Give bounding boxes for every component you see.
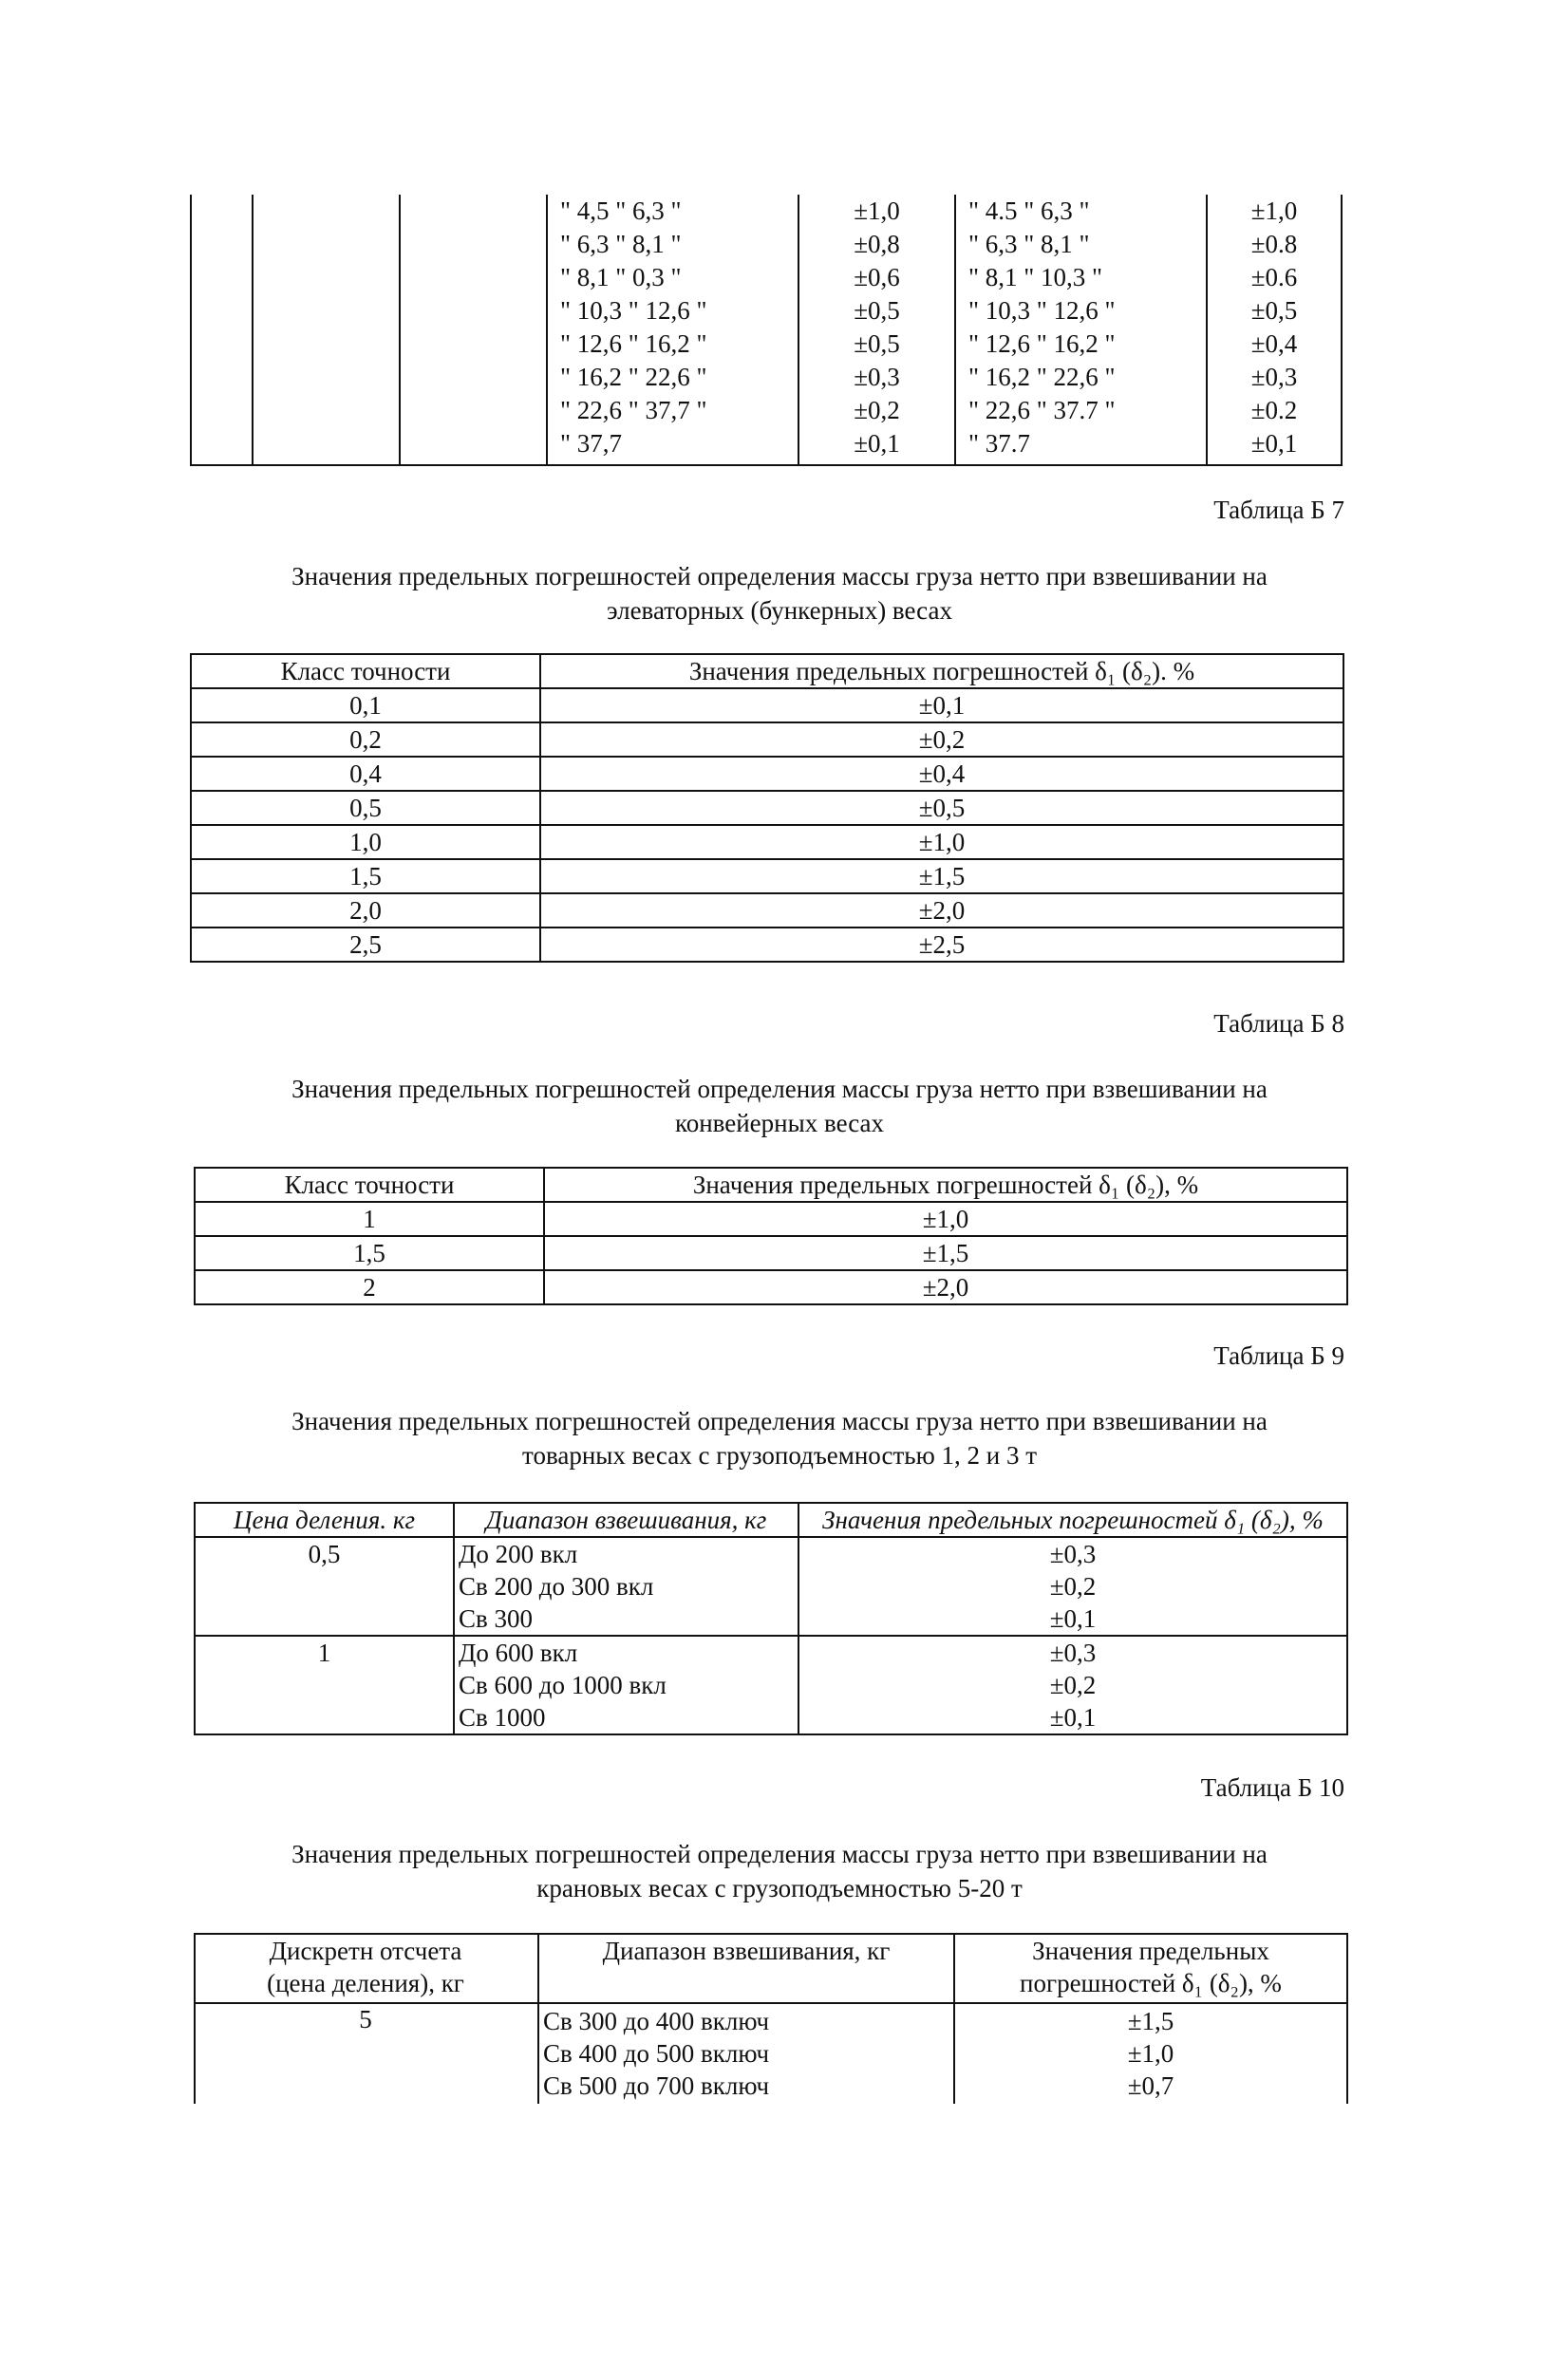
range-cell: " 37,7 bbox=[560, 429, 623, 458]
table-cell-errors bbox=[798, 1537, 1347, 1636]
table-row bbox=[195, 1236, 1347, 1270]
table-title-b9-line1: Значения предельных погрешностей определения массы груза нетто при взвешивании на bbox=[291, 1407, 1268, 1435]
table-b8 bbox=[194, 1167, 1348, 1305]
range-text: До 200 вкл bbox=[459, 1540, 578, 1568]
table-row bbox=[191, 688, 1343, 722]
error-cell: ±1,0 bbox=[1250, 197, 1298, 225]
table-header-row bbox=[195, 1503, 1347, 1537]
table-cell-errors bbox=[798, 1636, 1347, 1734]
column-header: Класс точности bbox=[195, 1168, 544, 1202]
table-cell: ±0,4 bbox=[540, 757, 1343, 791]
column-header: Цена деления. кг bbox=[195, 1503, 454, 1537]
column-header: Класс точности bbox=[191, 654, 540, 688]
column-header: Значения предельных погрешностей δ₁ (δ₂), % bbox=[798, 1503, 1347, 1537]
table-cell: ±1,5 bbox=[540, 859, 1343, 893]
col-line bbox=[399, 195, 401, 464]
table-cell: 0,4 bbox=[191, 757, 540, 791]
col-line bbox=[546, 195, 548, 464]
table-row bbox=[191, 825, 1343, 859]
table-title-b8-line1: Значения предельных погрешностей определения массы груза нетто при взвешивании на bbox=[291, 1075, 1268, 1103]
table-cell: 2 bbox=[195, 1270, 544, 1304]
range-cell: " 4,5 " 6,3 " bbox=[560, 197, 682, 225]
error-text: ±0,2 bbox=[1049, 1572, 1097, 1601]
table-cell-ranges bbox=[454, 1636, 798, 1734]
error-cell: ±0,2 bbox=[854, 396, 900, 424]
table-b7 bbox=[190, 653, 1344, 963]
table-title-b10-line1: Значения предельных погрешностей определения массы груза нетто при взвешивании на bbox=[291, 1840, 1268, 1868]
range-text: Св 600 до 1000 вкл bbox=[459, 1671, 667, 1699]
error-cell: ±0.2 bbox=[1250, 396, 1298, 424]
table-cell: 1,0 bbox=[191, 825, 540, 859]
error-cell: ±0,5 bbox=[854, 296, 900, 325]
table-cell: 0,5 bbox=[191, 791, 540, 825]
error-cell: ±0,1 bbox=[854, 429, 900, 458]
header-line: (цена деления), кг bbox=[267, 1969, 464, 1997]
range-cell: " 12,6 " 16,2 " bbox=[560, 329, 707, 358]
error-text: ±0,1 bbox=[1049, 1703, 1097, 1732]
table-cell: 0,1 bbox=[191, 688, 540, 722]
range-text: Св 1000 bbox=[459, 1703, 546, 1732]
range-text: Св 200 до 300 вкл bbox=[459, 1572, 654, 1601]
error-cell: ±0,3 bbox=[1250, 363, 1298, 391]
continued-table bbox=[190, 195, 1343, 466]
header-line: Дискретн отсчета bbox=[269, 1937, 462, 1965]
column-header: Значения предельных погрешностей δ₁ (δ₂), % bbox=[544, 1168, 1347, 1202]
table-cell: ±1,5 bbox=[544, 1236, 1347, 1270]
table-title-b7-line2: элеваторных (бункерных) весах bbox=[607, 596, 952, 625]
error-cell: ±0,8 bbox=[854, 230, 900, 258]
error-text: ±0,2 bbox=[1049, 1671, 1097, 1699]
range-cell: " 22,6 " 37,7 " bbox=[560, 396, 707, 424]
col-line bbox=[1346, 2003, 1348, 2104]
error-cell: ±1,0 bbox=[854, 197, 900, 225]
table-cell: ±1,0 bbox=[540, 825, 1343, 859]
range-text: Св 300 bbox=[459, 1604, 534, 1633]
table-row bbox=[195, 1270, 1347, 1304]
range-cell: " 4.5 " 6,3 " bbox=[968, 197, 1090, 225]
error-column-2 bbox=[1208, 195, 1341, 460]
error-text: ±1,0 bbox=[1127, 2039, 1174, 2068]
range-cell: " 6,3 " 8,1 " bbox=[560, 230, 682, 258]
table-row bbox=[191, 928, 1343, 962]
error-cell: ±0.8 bbox=[1250, 230, 1298, 258]
column-header: Диапазон взвешивания, кг bbox=[602, 1937, 891, 1965]
table-row bbox=[195, 1202, 1347, 1236]
table-cell: ±2,5 bbox=[540, 928, 1343, 962]
table-row bbox=[195, 1636, 1347, 1734]
table-row bbox=[191, 859, 1343, 893]
range-cell: " 10,3 " 12,6 " bbox=[560, 296, 707, 325]
error-cell: ±0,5 bbox=[854, 329, 900, 358]
column-header bbox=[194, 1935, 537, 1999]
range-column-1 bbox=[560, 195, 788, 460]
table-title-b9-line2: товарных весах с грузоподъемностью 1, 2 и 3 т bbox=[522, 1441, 1037, 1470]
table-label-b9: Таблица Б 9 bbox=[1213, 1341, 1344, 1370]
table-row bbox=[191, 791, 1343, 825]
error-cell: ±0.6 bbox=[1250, 263, 1298, 291]
table-header-row bbox=[195, 1168, 1347, 1202]
header-line: погрешностей δ₁ (δ₂), % bbox=[1020, 1969, 1282, 1997]
col-line bbox=[1341, 195, 1343, 464]
range-cell: " 10,3 " 12,6 " bbox=[968, 296, 1116, 325]
table-cell-division: 5 bbox=[359, 2005, 372, 2033]
table-label-b8: Таблица Б 8 bbox=[1213, 1009, 1344, 1038]
error-column-1 bbox=[799, 195, 954, 460]
table-title-b7-line1: Значения предельных погрешностей определения массы груза нетто при взвешивании на bbox=[291, 562, 1268, 590]
table-cell: 2,0 bbox=[191, 893, 540, 928]
table-cell: ±2,0 bbox=[544, 1270, 1347, 1304]
table-cell-ranges bbox=[454, 1537, 798, 1636]
column-header bbox=[955, 1935, 1346, 1999]
table-row bbox=[191, 722, 1343, 757]
table-cell-ranges bbox=[543, 2005, 951, 2102]
table-cell-division: 1 bbox=[195, 1636, 454, 1734]
table-title-b10-line2: крановых весах с грузоподъемностью 5-20 т bbox=[536, 1874, 1023, 1902]
col-line bbox=[954, 195, 956, 464]
range-text: Св 300 до 400 включ bbox=[543, 2007, 770, 2035]
table-row bbox=[195, 1537, 1347, 1636]
range-text: До 600 вкл bbox=[459, 1639, 578, 1667]
table-cell-division: 0,5 bbox=[195, 1537, 454, 1636]
table-cell: ±0,1 bbox=[540, 688, 1343, 722]
range-cell: " 16,2 " 22,6 " bbox=[560, 363, 707, 391]
table-header-row bbox=[191, 654, 1343, 688]
error-cell: ±0,3 bbox=[854, 363, 900, 391]
table-cell: 0,2 bbox=[191, 722, 540, 757]
table-label-b10: Таблица Б 10 bbox=[1200, 1773, 1344, 1802]
table-cell: ±2,0 bbox=[540, 893, 1343, 928]
range-text: Св 500 до 700 включ bbox=[543, 2071, 770, 2100]
table-row bbox=[191, 893, 1343, 928]
range-cell: " 37.7 bbox=[968, 429, 1031, 458]
table-title-b8-line2: конвейерных весах bbox=[674, 1109, 885, 1137]
range-text: Св 400 до 500 включ bbox=[543, 2039, 770, 2068]
table-cell: ±0,5 bbox=[540, 791, 1343, 825]
error-cell: ±0,4 bbox=[1250, 329, 1298, 358]
range-cell: " 22,6 " 37.7 " bbox=[968, 396, 1116, 424]
column-header: Значения предельных погрешностей δ₁ (δ₂). % bbox=[540, 654, 1343, 688]
table-row bbox=[191, 757, 1343, 791]
range-column-2 bbox=[968, 195, 1201, 460]
error-text: ±0,7 bbox=[1127, 2071, 1174, 2100]
range-cell: " 6,3 " 8,1 " bbox=[968, 230, 1090, 258]
table-b9 bbox=[194, 1502, 1348, 1735]
table-cell: 1,5 bbox=[195, 1236, 544, 1270]
col-line bbox=[190, 195, 192, 464]
header-line: Значения предельных bbox=[1032, 1937, 1269, 1965]
error-text: ±1,5 bbox=[1127, 2007, 1174, 2035]
col-line bbox=[252, 195, 254, 464]
range-cell: " 16,2 " 22,6 " bbox=[968, 363, 1116, 391]
error-cell: ±0,5 bbox=[1250, 296, 1298, 325]
table-b10 bbox=[194, 1933, 1348, 2104]
error-cell: ±0,6 bbox=[854, 263, 900, 291]
table-cell-errors bbox=[955, 2005, 1346, 2102]
range-cell: " 12,6 " 16,2 " bbox=[968, 329, 1116, 358]
error-text: ±0,3 bbox=[1049, 1540, 1097, 1568]
error-text: ±0,1 bbox=[1049, 1604, 1097, 1633]
error-cell: ±0,1 bbox=[1250, 429, 1298, 458]
error-text: ±0,3 bbox=[1049, 1639, 1097, 1667]
table-cell: 2,5 bbox=[191, 928, 540, 962]
table-cell: ±1,0 bbox=[544, 1202, 1347, 1236]
table-cell: ±0,2 bbox=[540, 722, 1343, 757]
range-cell: " 8,1 " 10,3 " bbox=[968, 263, 1103, 291]
range-cell: " 8,1 " 0,3 " bbox=[560, 263, 682, 291]
table-label-b7: Таблица Б 7 bbox=[1213, 496, 1344, 524]
column-header: Диапазон взвешивания, кг bbox=[454, 1503, 798, 1537]
table-cell: 1 bbox=[195, 1202, 544, 1236]
table-cell: 1,5 bbox=[191, 859, 540, 893]
